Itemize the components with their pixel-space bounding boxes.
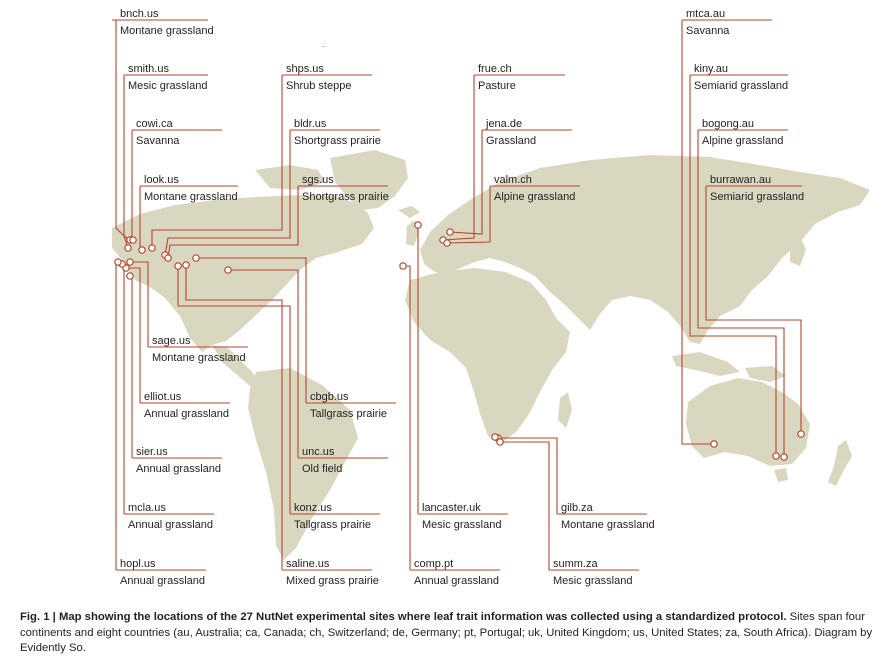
- site-code: cowi.ca: [136, 118, 173, 130]
- figure-caption: [20, 610, 876, 657]
- site-label-mcla: [128, 502, 213, 532]
- site-marker: [115, 259, 121, 265]
- site-habitat: Alpine grassland: [494, 191, 576, 203]
- site-code: jena.de: [486, 118, 523, 130]
- site-label-gilb: [561, 502, 655, 532]
- caption-title: Map showing the locations of the 27 NutNet experimental sites where leaf trait information was collected using a standardized protocol.: [58, 611, 787, 623]
- site-code: look.us: [144, 174, 179, 186]
- site-marker: [175, 263, 181, 269]
- site-habitat: Semiarid grassland: [694, 80, 789, 92]
- site-marker: [447, 229, 453, 235]
- site-label-bogong: [702, 118, 783, 148]
- site-code: mcla.us: [128, 502, 166, 514]
- site-habitat: Mesic grassland: [553, 575, 633, 587]
- site-label-bnch: [120, 8, 214, 38]
- site-habitat: Shrub steppe: [286, 80, 352, 92]
- new-zealand-land: [828, 440, 852, 486]
- site-label-sgs: [302, 174, 389, 204]
- site-habitat: Annual grassland: [128, 519, 214, 531]
- site-habitat: Semiarid grassland: [710, 191, 805, 203]
- site-habitat: Annual grassland: [136, 463, 222, 475]
- caption-body: Sites span four continents and eight countries (au, Australia; ca, Canada; ch, Switzerland; de, Germany; pt, Portugal; uk, United Kingdom; us, United States; za, South Africa). Diagram by Evidently So.: [20, 611, 873, 654]
- site-label-valm: [494, 174, 575, 204]
- site-marker: [444, 240, 450, 246]
- site-habitat: Grassland: [486, 135, 537, 147]
- site-habitat: Old field: [302, 463, 343, 475]
- site-label-mtca: [686, 8, 729, 38]
- site-code: gilb.za: [561, 502, 593, 514]
- site-label-smith: [128, 63, 207, 93]
- site-marker: [497, 439, 503, 445]
- site-habitat: Pasture: [478, 80, 516, 92]
- site-marker: [711, 441, 717, 447]
- site-marker: [781, 454, 787, 460]
- site-code: shps.us: [286, 63, 324, 75]
- site-habitat: Annual grassland: [120, 575, 206, 587]
- site-code: sier.us: [136, 446, 168, 458]
- site-label-jena: [486, 118, 536, 148]
- site-habitat: Montane grassland: [120, 25, 214, 37]
- site-code: saline.us: [286, 558, 330, 570]
- site-code: sgs.us: [302, 174, 334, 186]
- north-america-land: [112, 195, 374, 352]
- site-marker: [149, 245, 155, 251]
- site-code: bogong.au: [702, 118, 754, 130]
- site-label-bldr: [294, 118, 381, 148]
- site-marker: [183, 262, 189, 268]
- site-marker: [492, 434, 498, 440]
- site-label-look: [144, 174, 238, 204]
- site-code: burrawan.au: [710, 174, 772, 186]
- site-habitat: Montane grassland: [144, 191, 238, 203]
- site-marker: [400, 263, 406, 269]
- site-marker: [127, 273, 133, 279]
- iceland-land: [398, 206, 420, 218]
- site-label-lancaster: [422, 502, 501, 532]
- site-code: bldr.us: [294, 118, 327, 130]
- japan-land: [790, 236, 806, 266]
- site-habitat: Montane grassland: [152, 352, 246, 364]
- site-code: kiny.au: [694, 63, 729, 75]
- site-habitat: Mesic grassland: [128, 80, 208, 92]
- australia-land: [686, 378, 810, 466]
- site-label-frue: [478, 63, 516, 93]
- site-label-shps: [286, 63, 351, 93]
- site-habitat: Montane grassland: [561, 519, 655, 531]
- site-label-sage: [152, 335, 246, 365]
- site-marker: [127, 259, 133, 265]
- site-label-burrawan: [710, 174, 804, 204]
- site-label-saline: [286, 558, 379, 588]
- site-marker: [193, 255, 199, 261]
- site-marker: [415, 222, 421, 228]
- site-habitat: Mesic grassland: [422, 519, 502, 531]
- site-code: valm.ch: [494, 174, 532, 186]
- site-marker: [165, 255, 171, 261]
- site-habitat: Shortgrass prairie: [302, 191, 389, 203]
- site-marker: [798, 431, 804, 437]
- site-habitat: Annual grassland: [414, 575, 500, 587]
- tasmania-land: [774, 468, 788, 482]
- site-code: comp.pt: [414, 558, 454, 570]
- site-code: konz.us: [294, 502, 332, 514]
- site-code: smith.us: [128, 63, 169, 75]
- site-marker: [125, 245, 131, 251]
- site-label-comp: [414, 558, 499, 588]
- site-label-konz: [294, 502, 371, 532]
- caption-fig-number: Fig. 1 |: [20, 611, 56, 623]
- site-code: hopl.us: [120, 558, 156, 570]
- site-label-kiny: [694, 63, 788, 93]
- site-habitat: Savanna: [136, 135, 180, 147]
- madagascar-land: [558, 392, 572, 428]
- site-label-hopl: [120, 558, 205, 588]
- site-habitat: Alpine grassland: [702, 135, 784, 147]
- site-code: sage.us: [152, 335, 191, 347]
- site-label-unc: [302, 446, 342, 476]
- site-code: elliot.us: [144, 391, 182, 403]
- site-code: lancaster.uk: [422, 502, 481, 514]
- site-marker: [225, 267, 231, 273]
- site-label-cbgb: [310, 391, 387, 421]
- site-label-sier: [136, 446, 221, 476]
- site-code: cbgb.us: [310, 391, 349, 403]
- site-label-summ: [553, 558, 632, 588]
- africa-land: [405, 268, 570, 444]
- site-marker: [773, 453, 779, 459]
- site-habitat: Annual grassland: [144, 408, 230, 420]
- site-label-elliot: [144, 391, 229, 421]
- site-code: frue.ch: [478, 63, 512, 75]
- site-habitat: Savanna: [686, 25, 730, 37]
- site-code: mtca.au: [686, 8, 726, 20]
- site-code: summ.za: [553, 558, 598, 570]
- site-habitat: Tallgrass prairie: [310, 408, 388, 420]
- site-code: bnch.us: [120, 8, 159, 20]
- site-habitat: Mixed grass prairie: [286, 575, 379, 587]
- site-label-cowi: [136, 118, 179, 148]
- site-habitat: Shortgrass prairie: [294, 135, 381, 147]
- site-marker: [130, 237, 136, 243]
- site-habitat: Tallgrass prairie: [294, 519, 372, 531]
- dot-mark: ..: [322, 43, 326, 49]
- new-guinea-land: [745, 366, 786, 382]
- site-marker: [139, 247, 145, 253]
- site-code: unc.us: [302, 446, 335, 458]
